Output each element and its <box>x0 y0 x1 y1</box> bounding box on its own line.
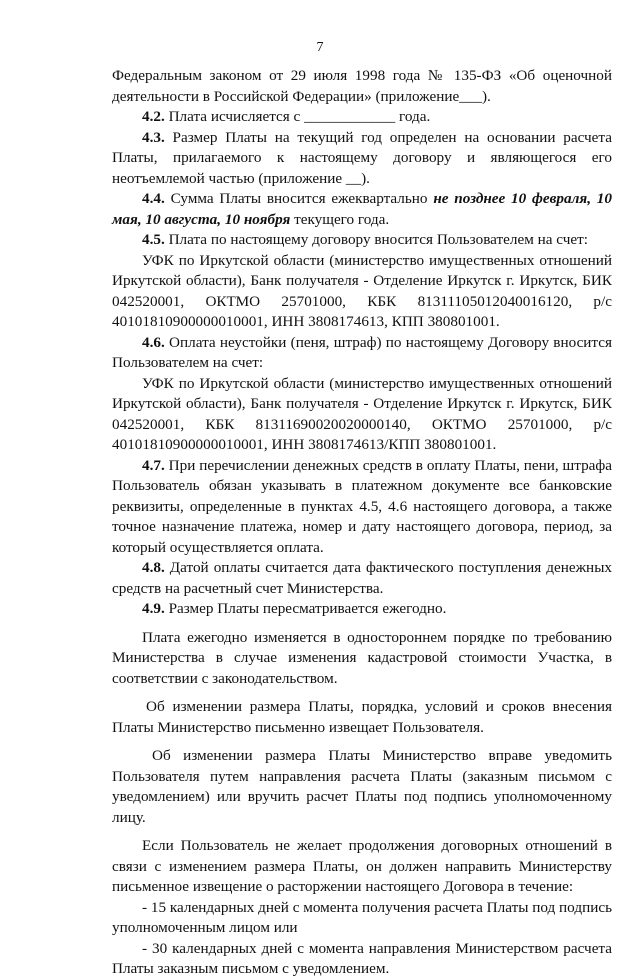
bank-requisites-payment: УФК по Иркутской области (министерство имущественных отношений Иркутской области), Банк получателя - Отделение Иркутск г. Иркутск, БИК 042520001, ОКТМО 25701000, КБК 81311105012040016120, р/с 40101810900000010001, ИНН 3808174613, КПП 380801001. <box>112 251 612 330</box>
bank-requisites-penalty: УФК по Иркутской области (министерство имущественных отношений Иркутской области), Банк получателя - Отделение Иркутск г. Иркутск, БИК 042520001, КБК 81311690020020000140, ОКТМО 25701000, р/с 40101810900000010001, ИНН 3808174613/КПП 380801001. <box>112 374 612 453</box>
paragraph-written-notice: Об изменении размера Платы, порядка, условий и сроков внесения Платы Министерство письменно извещает Пользователя. <box>112 698 612 736</box>
clause-text: При перечислении денежных средств в оплату Платы, пени, штрафа Пользователь обязан указывать в платежном документе все банковские реквизиты, определенные в пунктах 4.5, 4.6 настоящего договора, а также точное назначение платежа, номер и дату настоящего договора, период, за который осуществляется оплата. <box>112 456 612 556</box>
clause-4-9 <box>112 599 612 620</box>
clause-number: 4.4. <box>142 190 165 207</box>
clause-text: Датой оплаты считается дата фактического поступления денежных средств на расчетный счет Министерства. <box>112 559 612 597</box>
clause-4-3 <box>112 128 612 190</box>
clause-number: 4.6. <box>142 333 165 351</box>
clause-4-4 <box>112 189 612 230</box>
clause-number: 4.2. <box>142 108 165 125</box>
clause-number: 4.9. <box>142 600 165 617</box>
paragraph-annual-change: Плата ежегодно изменяется в одностороннем порядке по требованию Министерства в случае изменения кадастровой стоимости Участка, в соответствии с законодательством. <box>112 628 612 687</box>
paragraph-termination-notice: Если Пользователь не желает продолжения договорных отношений в связи с изменением размера Платы, он должен направить Министерству письменное извещение о расторжении настоящего Договора в течение: <box>112 837 612 895</box>
clause-4-5 <box>112 230 612 251</box>
clause-number: 4.3. <box>142 128 165 146</box>
clause-text: Плата по настоящему договору вносится Пользователем на счет: <box>164 231 588 248</box>
clause-number: 4.7. <box>142 456 165 474</box>
clause-text: Оплата неустойки (пеня, штраф) по настоящему Договору вносится Пользователем на счет: <box>112 333 612 371</box>
document-body <box>112 66 612 980</box>
paragraph-notification-method: Об изменении размера Платы Министерство вправе уведомить Пользователя путем направления расчета Платы (заказным письмом с уведомлением) или вручить расчет Платы под подпись уполномоченному лицу. <box>112 747 612 826</box>
clause-text: Плата исчисляется с ____________ года. <box>164 108 431 125</box>
clause-4-8 <box>112 558 612 599</box>
payment-deadlines: не позднее 10 февраля, 10 мая, 10 августа, 10 ноября <box>112 190 612 228</box>
list-item-30-days: - 30 календарных дней с момента направления Министерством расчета Платы заказным письмом с уведомлением. <box>112 939 612 977</box>
clause-4-7 <box>112 456 612 559</box>
clause-text-end: текущего года. <box>290 210 390 228</box>
clause-text: Размер Платы пересматривается ежегодно. <box>164 600 447 617</box>
clause-4-6 <box>112 333 612 374</box>
page-number: 7 <box>316 40 324 55</box>
clause-text: Размер Платы на текущий год определен на основании расчета Платы, прилагаемого к настоящему договору и являющегося его неотъемлемой частью (приложение __). <box>112 128 612 187</box>
list-item-15-days: - 15 календарных дней с момента получения расчета Платы под подпись уполномоченным лицом или <box>112 898 612 936</box>
clause-number: 4.5. <box>142 231 165 248</box>
paragraph-law-reference: Федеральным законом от 29 июля 1998 года № 135-ФЗ «Об оценочной деятельности в Российской Федерации» (приложение___). <box>112 67 612 105</box>
clause-number: 4.8. <box>142 559 165 576</box>
clause-4-2 <box>112 107 612 128</box>
clause-text: Сумма Платы вносится ежеквартально <box>164 190 434 207</box>
